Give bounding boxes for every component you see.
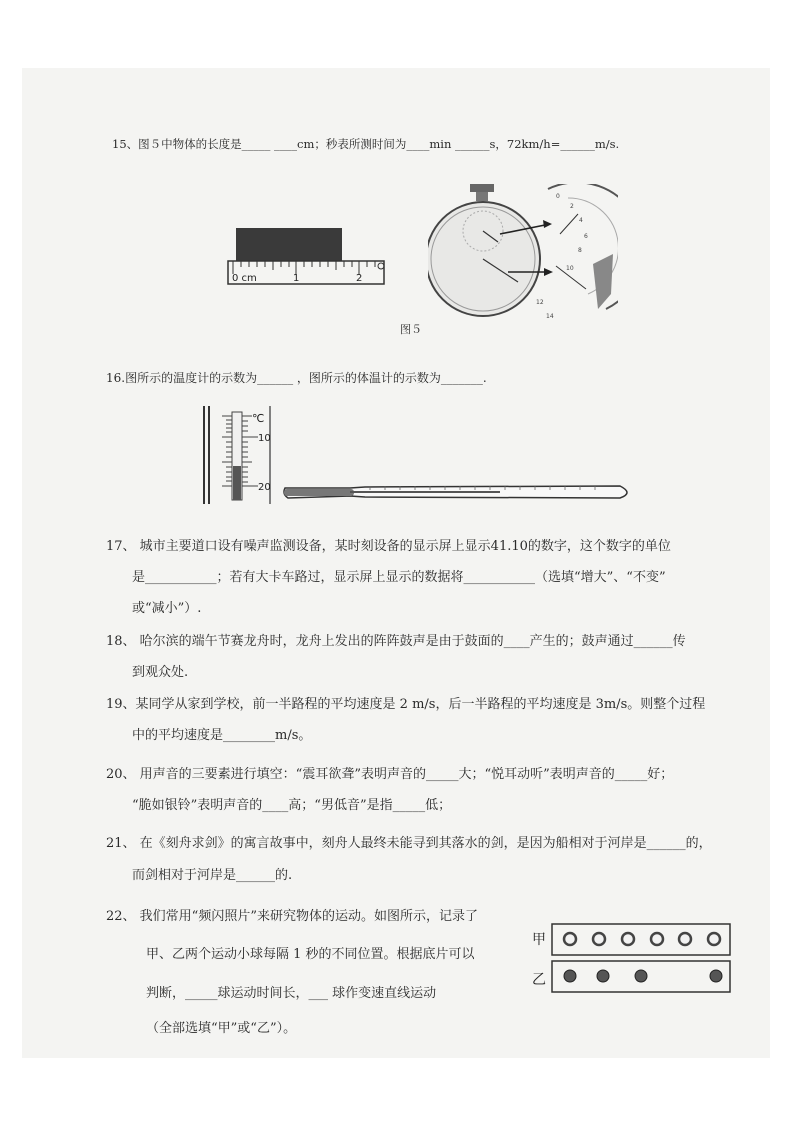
ball-jia-3 [622,933,634,945]
question-21-line-1: 21、 在《刻舟求剑》的寓言故事中，刻舟人最终未能寻到其落水的剑，是因为船相对于河岸是______的， [106,836,712,851]
question-19-line-1: 19、某同学从家到学校，前一半路程的平均速度是 2 m/s，后一半路程的平均速度是 3m/s。则整个过程 [106,697,706,712]
question-17-line-2: 是___________；若有大卡车路过，显示屏上显示的数据将___________（选填“增大”、“不变” [132,570,666,585]
question-17-line-3: 或“减小”）. [132,601,202,616]
thermometer-figure [200,404,640,508]
ball-yi-1 [564,970,576,982]
dial-number-7: 14 [546,313,554,320]
ball-jia-2 [593,933,605,945]
question-22-line-4: （全部选填“甲”或“乙”）。 [146,1021,297,1036]
ball-jia-1 [564,933,576,945]
ball-yi-3 [635,970,647,982]
question-15: 15、图５中物体的长度是_____ ____cm；秒表所测时间为____min ______s，72km/h=______m/s. [112,137,620,151]
dial-number-6: 12 [536,299,544,306]
strobe-photo-figure [530,918,734,994]
thermometer-label-10: 10 [258,433,271,444]
question-16: 16.图所示的温度计的示数为______ ，图所示的体温计的示数为_______. [106,371,487,385]
question-20-line-1: 20、 用声音的三要素进行填空：“震耳欲聋”表明声音的_____大；“悦耳动听”表明声音的_____好； [106,767,674,782]
dial-number-3: 6 [584,233,588,240]
figure-5-caption: 图５ [400,323,422,336]
question-20-line-2: “脆如银铃”表明声音的____高；“男低音”是指_____低； [132,798,452,813]
ruler-label-2: 2 [356,273,363,284]
ball-jia-4 [651,933,663,945]
label-jia: 甲 [532,932,546,948]
dial-number-1: 2 [570,203,574,210]
question-17-line-1: 17、 城市主要道口设有噪声监测设备，某时刻设备的显示屏上显示41.10的数字，这个数字的单位 [106,539,671,554]
thermometer-unit: ℃ [252,412,265,425]
ball-yi-2 [597,970,609,982]
label-yi: 乙 [532,972,546,988]
ruler-label-0: 0 cm [232,273,257,284]
ball-jia-6 [708,933,720,945]
ruler-figure [225,222,390,287]
ruler-label-1: 1 [293,273,300,284]
question-22-line-2: 甲、乙两个运动小球每隔 1 秒的不同位置。根据底片可以 [146,947,475,962]
question-22-line-1: 22、 我们常用“频闪照片”来研究物体的运动。如图所示，记录了 [106,909,478,924]
thermometer-label-20: 20 [258,482,271,493]
ball-jia-5 [679,933,691,945]
dial-number-4: 8 [578,247,582,254]
question-19-line-2: 中的平均速度是________m/s。 [132,728,312,743]
question-18-line-2: 到观众处. [132,665,189,680]
ball-yi-4 [710,970,722,982]
dial-number-0: 0 [556,193,560,200]
dial-number-5: 10 [566,265,574,272]
question-22-line-3: 判断，_____球运动时间长，___ 球作变速直线运动 [146,986,437,1001]
question-18-line-1: 18、 哈尔滨的端午节赛龙舟时，龙舟上发出的阵阵鼓声是由于鼓面的____产生的；鼓声通过______传 [106,634,686,649]
dial-number-2: 4 [579,217,583,224]
stopwatch-figure [428,184,618,322]
question-21-line-2: 而剑相对于河岸是______的. [132,868,293,883]
